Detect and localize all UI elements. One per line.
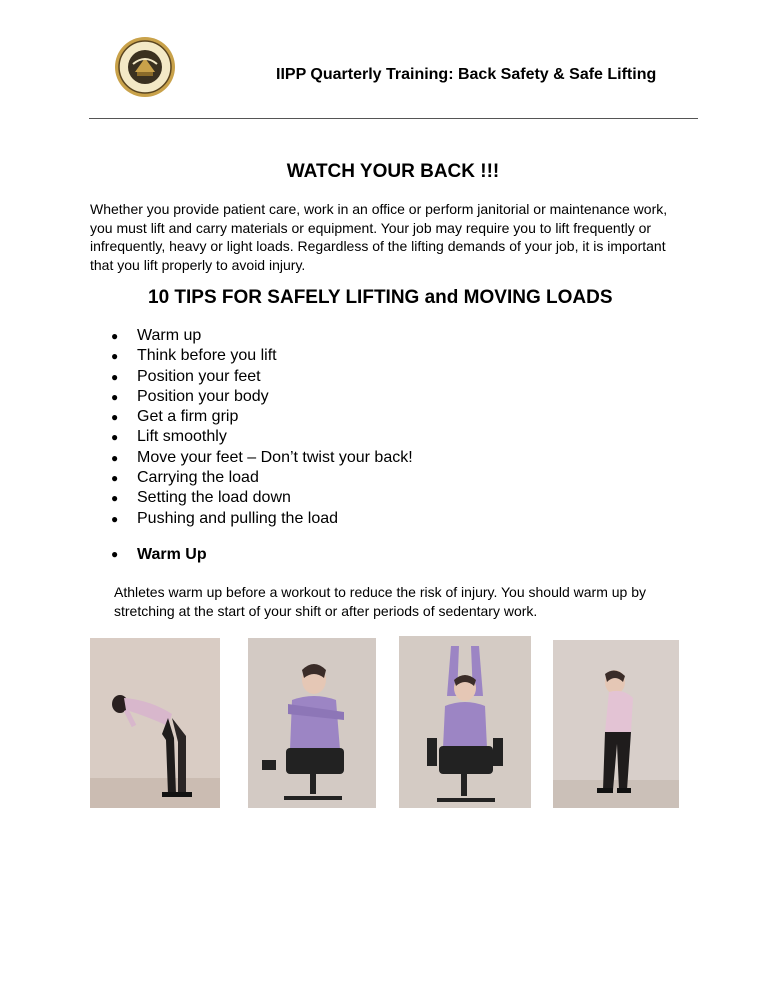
bullet-icon: ● — [111, 349, 119, 364]
tips-list — [108, 326, 413, 529]
bullet-icon: ● — [111, 329, 119, 343]
header-title: IIPP Quarterly Training: Back Safety & Safe Lifting — [276, 66, 657, 83]
warm-up-paragraph: Athletes warm up before a workout to reduce the risk of injury. You should warm up by stretching at the start of your shift or after periods of sedentary work. — [114, 584, 647, 619]
bullet-icon: ● — [111, 369, 119, 384]
intro-paragraph: Whether you provide patient care, work in an office or perform janitorial or maintenance work, you must lift and carry materials or equipment. Your job may require you to lift frequently or infrequently, heavy or light loads. Regardless of the lifting demands of your job, it is important that you lift properly to avoid injury. — [90, 201, 668, 273]
bullet-icon: ● — [111, 389, 119, 404]
list-item: ● Carrying the load — [108, 468, 413, 488]
list-item: ● Setting the load down — [108, 488, 413, 508]
stretch-photo-lean-back — [553, 640, 679, 808]
bullet-icon: ● — [111, 547, 119, 561]
warm-up-heading: ● Warm Up — [111, 546, 207, 563]
list-item: ● Pushing and pulling the load — [108, 509, 413, 529]
list-item: ● Position your feet — [108, 367, 413, 387]
list-item: ● Position your body — [108, 387, 413, 407]
bullet-icon: ● — [111, 511, 119, 526]
bullet-icon: ● — [111, 430, 119, 445]
list-item: ● Lift smoothly — [108, 427, 413, 447]
tips-heading: 10 TIPS FOR SAFELY LIFTING and MOVING LOADS — [148, 287, 613, 308]
bullet-icon: ● — [111, 410, 119, 425]
stretch-photo-arm-across — [248, 638, 376, 808]
stretch-photo-arms-overhead — [399, 636, 531, 808]
bullet-icon: ● — [111, 491, 119, 506]
stretch-photo-bend-forward — [90, 638, 220, 808]
list-item: ● Move your feet – Don’t twist your back! — [108, 448, 413, 468]
bullet-icon: ● — [111, 471, 119, 486]
header-divider — [89, 118, 698, 119]
list-item: ● Think before you lift — [108, 346, 413, 366]
list-item: ● Get a firm grip — [108, 407, 413, 427]
list-item: ● Warm up — [108, 326, 413, 346]
bullet-icon: ● — [111, 450, 119, 465]
city-seal-logo — [113, 36, 177, 98]
page-title: WATCH YOUR BACK !!! — [286, 161, 500, 182]
